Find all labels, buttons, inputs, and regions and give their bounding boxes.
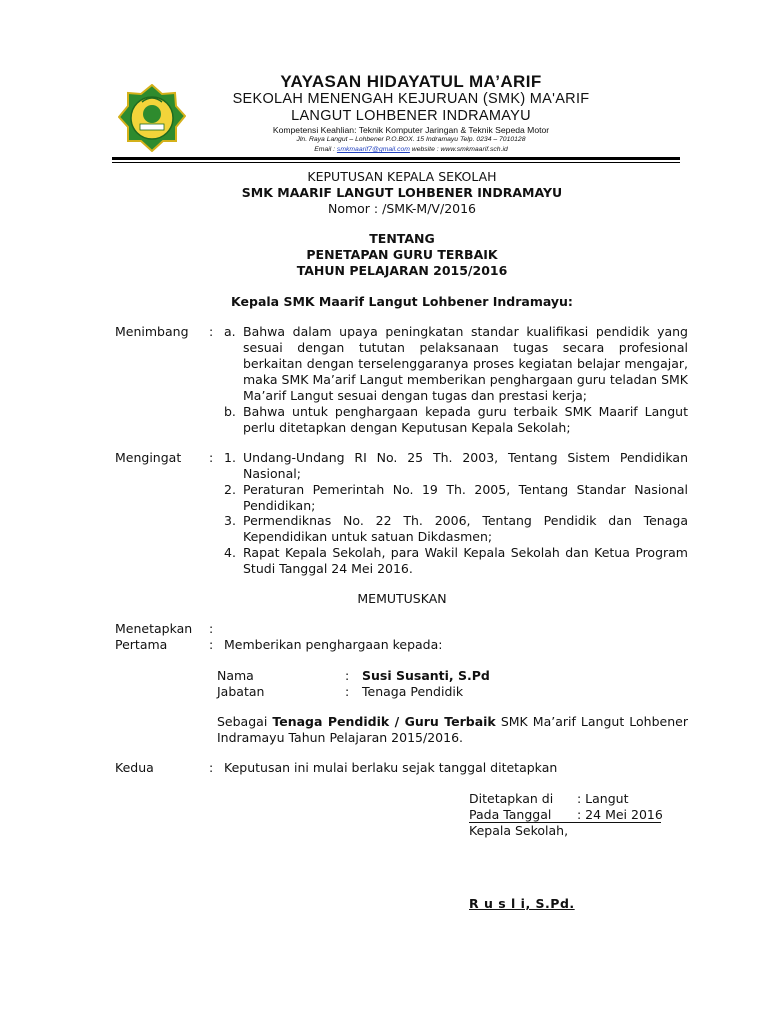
menimbang-a-line: Ma’arif Langut sesuai dengan tugas dan prestasi kerja; [243,388,588,403]
menetapkan-label: Menetapkan [115,621,193,636]
school-location: LANGUT LOHBENER INDRAMAYU [291,108,531,124]
letterhead-divider-thick [112,157,680,160]
letterhead-divider-thin [112,162,680,163]
signer-name: R u s l i, S.Pd. [469,896,575,911]
competence-line: Kompetensi Keahlian: Teknik Komputer Jaringan & Teknik Sepeda Motor [272,125,550,135]
pertama-text: Memberikan penghargaan kepada: [224,637,443,652]
pertama-label: Pertama [115,637,168,652]
mengingat-item-marker: 1. [224,450,236,465]
topic-year: TAHUN PELAJARAN 2015/2016 [296,263,508,278]
pertama-colon: : [209,637,214,652]
menimbang-a-line: sesuai dengan tututan pelaksanaan tugas secara profesional [243,340,688,355]
award-prefix: Sebagai [217,714,268,729]
kedua-colon: : [209,760,214,775]
menimbang-label: Menimbang [115,324,189,339]
mengingat-item-line: Peraturan Pemerintah No. 19 Th. 2005, Tentang Standar Nasional [243,482,688,497]
kedua-text: Keputusan ini mulai berlaku sejak tanggal ditetapkan [224,760,558,775]
menimbang-b-marker: b. [224,404,236,419]
jabatan-value: Tenaga Pendidik [362,684,464,699]
email-link[interactable]: smkmaarif7@gmail.com [336,146,410,153]
email-label: Email : [314,146,336,153]
jabatan-colon: : [345,684,350,699]
decree-number: Nomor : /SMK-M/V/2016 [327,201,477,216]
decree-institution: SMK MAARIF LANGUT LOHBENER INDRAMAYU [241,185,563,200]
menimbang-a-line: Bahwa dalam upaya peningkatan standar kualifikasi pendidik yang [243,324,688,339]
award-line-2: Indramayu Tahun Pelajaran 2015/2016. [217,730,463,745]
nama-colon: : [345,668,350,683]
menimbang-colon: : [209,324,214,339]
memutuskan-heading: MEMUTUSKAN [357,591,447,606]
menimbang-a-line: berkaitan dengan terselenggaranya proses kegiatan belajar mengajar, [243,356,688,371]
mengingat-item-marker: 4. [224,545,236,560]
topic-label: TENTANG [369,231,435,246]
tanggal-value: : 24 Mei 2016 [577,807,663,822]
mengingat-item-line: Undang-Undang RI No. 25 Th. 2003, Tentang Sistem Pendidikan [243,450,688,465]
kedua-label: Kedua [115,760,154,775]
mengingat-item-line: Nasional; [243,466,301,481]
mengingat-item-line: Pendidikan; [243,498,316,513]
tanggal-label: Pada Tanggal [469,807,552,822]
mengingat-item-marker: 3. [224,513,236,528]
nama-value: Susi Susanti, S.Pd [362,668,490,683]
menimbang-b-line: Bahwa untuk penghargaan kepada guru terbaik SMK Maarif Langut [243,404,688,419]
school-name: SEKOLAH MENENGAH KEJURUAN (SMK) MA'ARIF [232,91,590,107]
mengingat-item-line: Kependidikan untuk satuan Dikdasmen; [243,529,493,544]
menimbang-a-marker: a. [224,324,236,339]
mengingat-colon: : [209,450,214,465]
award-line [217,714,688,730]
mengingat-item-line: Studi Tanggal 24 Mei 2016. [243,561,413,576]
school-logo [118,84,186,152]
signer-position: Kepala Sekolah, [469,823,569,838]
ditetapkan-label: Ditetapkan di [469,791,554,806]
nama-label: Nama [217,668,254,683]
mengingat-item-line: Rapat Kepala Sekolah, para Wakil Kepala Sekolah dan Ketua Program [243,545,688,560]
mengingat-item-marker: 2. [224,482,236,497]
award-title: Tenaga Pendidik / Guru Terbaik [272,714,496,729]
menimbang-a-line: maka SMK Ma’arif Langut memberikan penghargaan guru teladan SMK [243,372,688,387]
contact-line [196,146,626,153]
menimbang-b-line: perlu ditetapkan dengan Keputusan Kepala Sekolah; [243,420,571,435]
decree-title: KEPUTUSAN KEPALA SEKOLAH [307,169,497,184]
address-line: Jln. Raya Langut – Lohbener P.O.BOX. 15 Indramayu Telp. 0234 – 7010128 [296,136,526,143]
topic-title: PENETAPAN GURU TERBAIK [306,247,498,262]
mengingat-item-line: Permendiknas No. 22 Th. 2006, Tentang Pendidik dan Tenaga [243,513,688,528]
foundation-name: YAYASAN HIDAYATUL MA’ARIF [280,72,542,91]
website-text: website : www.smkmaarif.sch.id [409,146,508,153]
jabatan-label: Jabatan [217,684,265,699]
award-suffix: SMK Ma’arif Langut Lohbener [500,714,688,729]
ditetapkan-value: : Langut [577,791,629,806]
mengingat-label: Mengingat [115,450,182,465]
menetapkan-colon: : [209,621,214,636]
addressee: Kepala SMK Maarif Langut Lohbener Indramayu: [231,294,573,309]
